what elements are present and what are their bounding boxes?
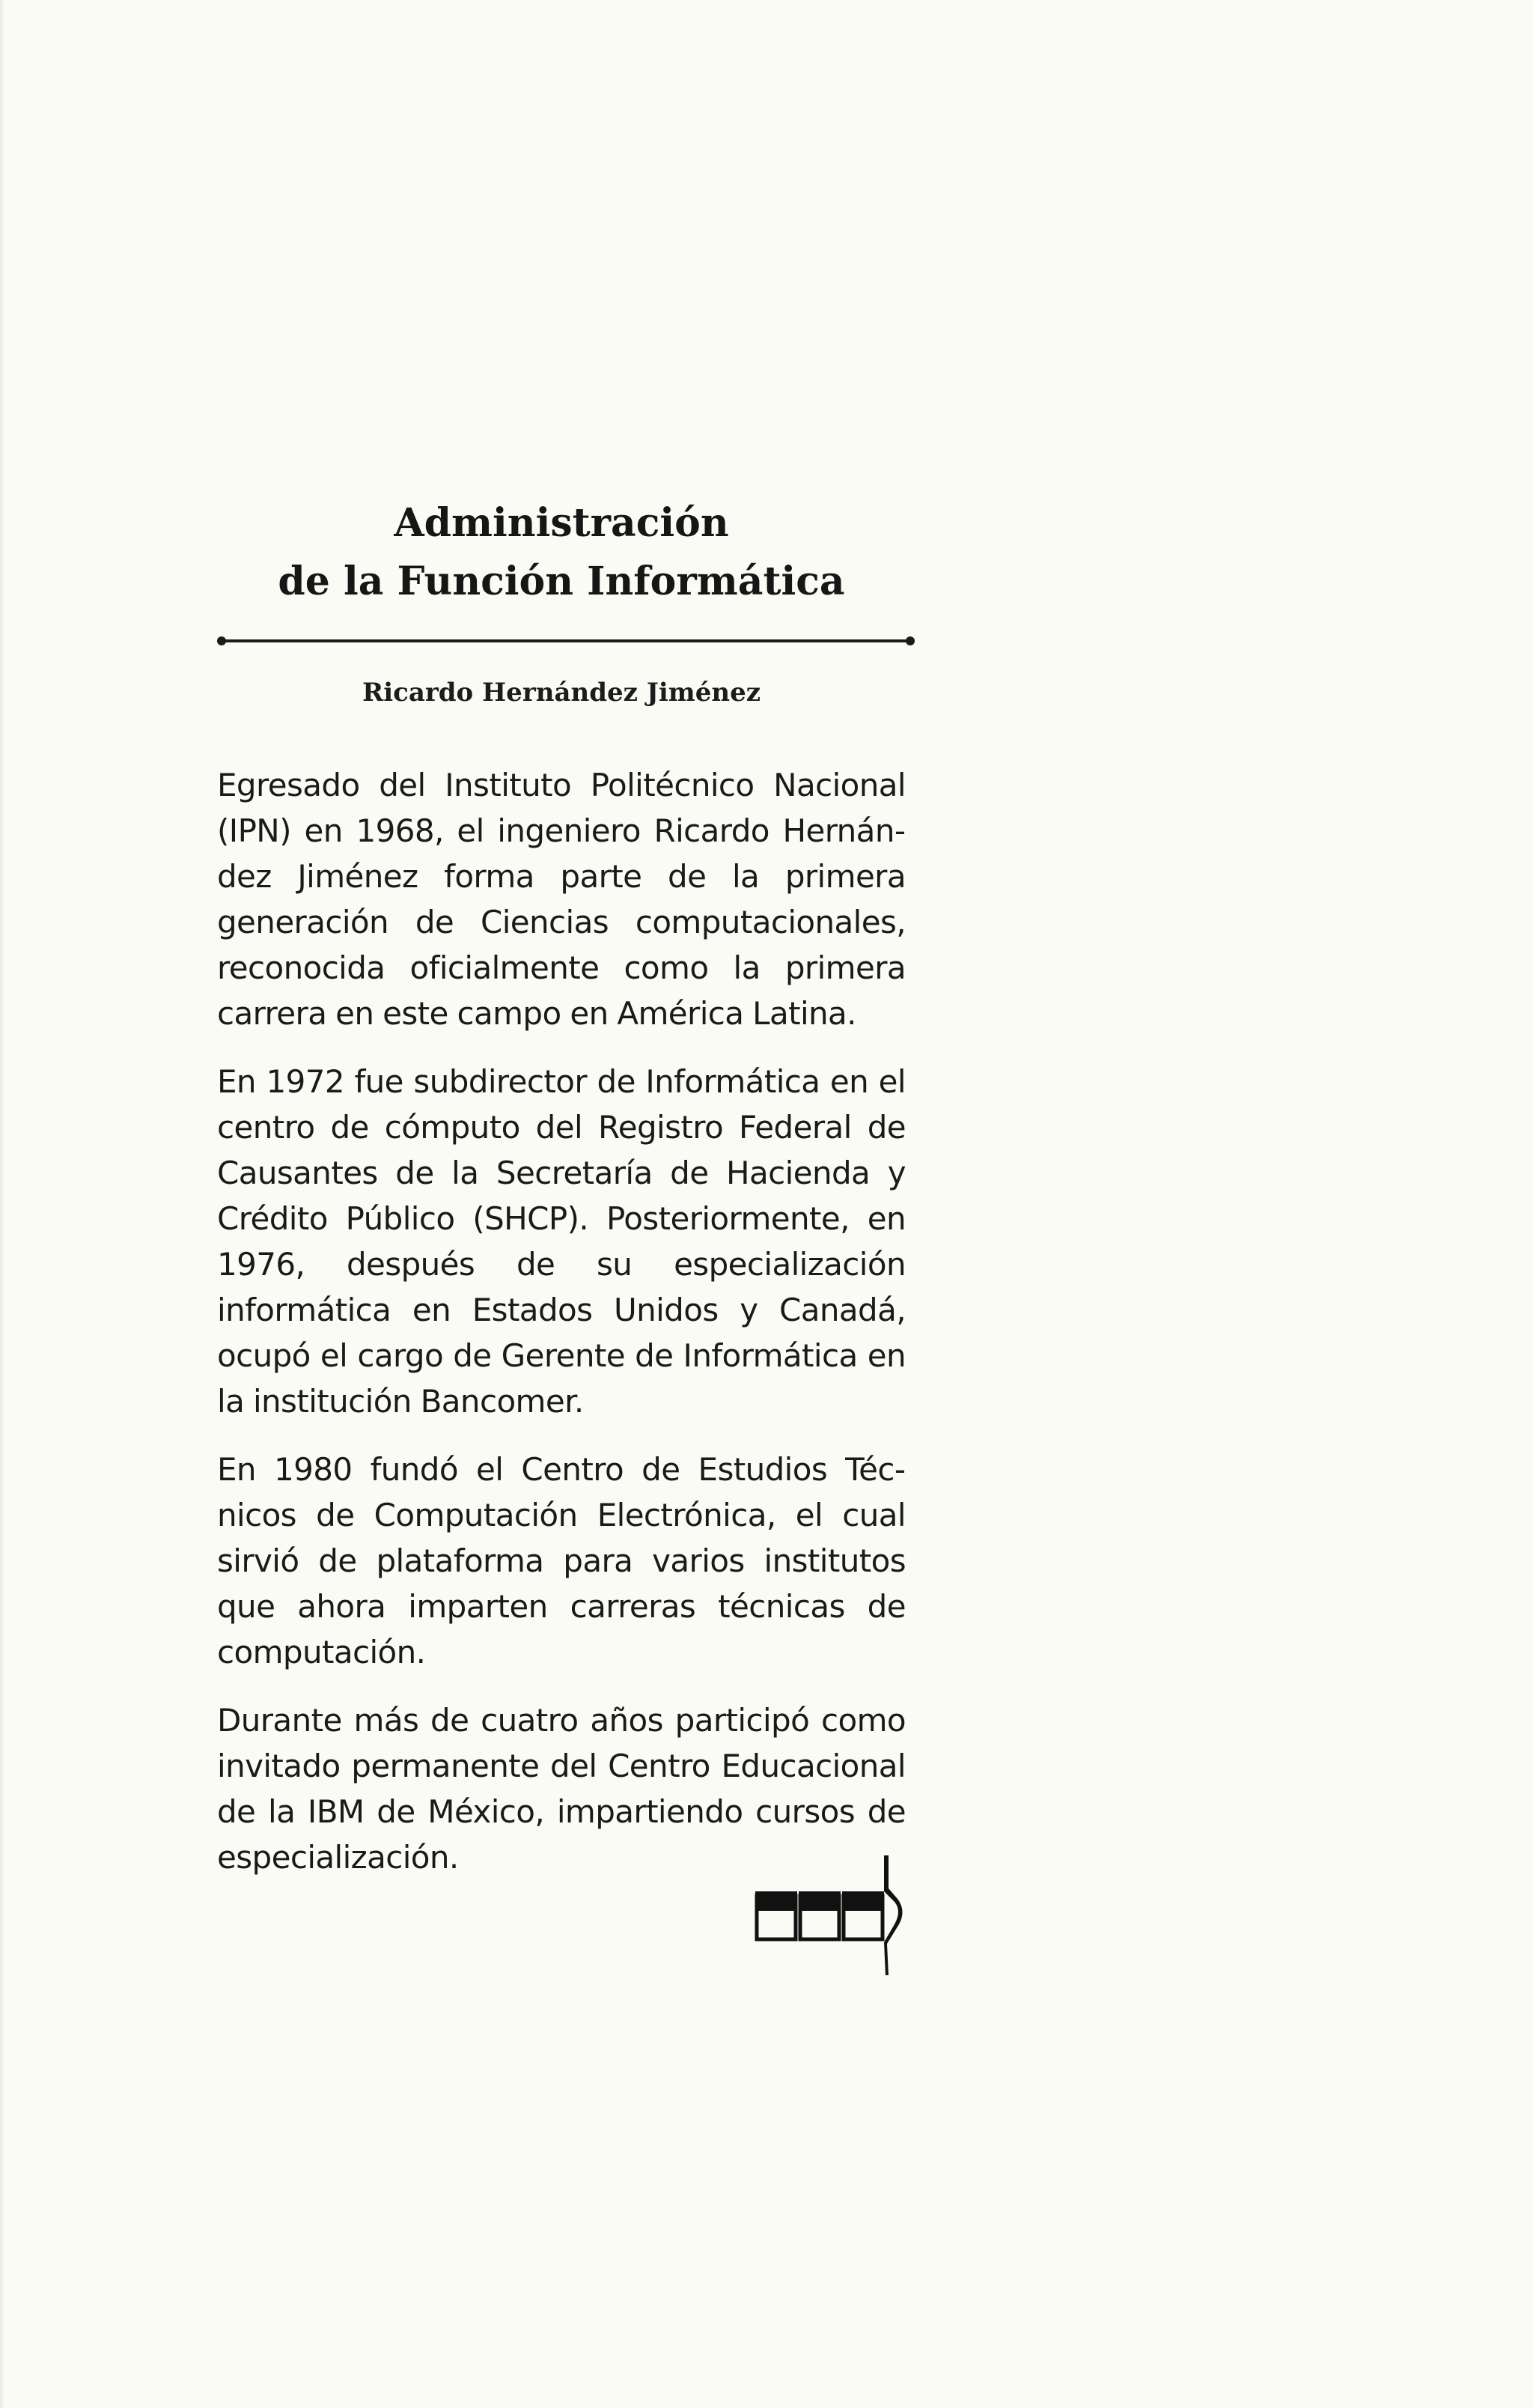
title-divider <box>222 639 910 642</box>
publisher-logo-icon <box>752 1849 924 1977</box>
title-line-1: Administración <box>394 500 729 546</box>
bio-paragraph-1: Egresado del Instituto Politécnico Nacional (IPN) en 1968, el ingeniero Ricardo Hernández Jiménez forma parte de la primera generación de Ciencias computacionales, reconocida oficialmente como la primera carrera en este campo en América Latina. <box>217 767 906 1032</box>
bio-paragraph-3: En 1980 fundó el Centro de Estudios Técnicos de Computación Electrónica, el cual sirvió de plataforma para varios institutos que ahora imparten carreras técnicas de computación. <box>217 1451 906 1670</box>
title-line-2: de la Función Informática <box>278 559 845 604</box>
author-name: Ricardo Hernández Jiménez <box>362 678 761 708</box>
bio-paragraph-4: Durante más de cuatro años participó como invitado permanente del Centro Educacional de la IBM de México, impartiendo cursos de especialización. <box>217 1702 906 1876</box>
divider-dot-left <box>217 636 226 645</box>
page-edge <box>0 0 4 2408</box>
author-biography <box>217 762 906 1903</box>
divider-dot-right <box>906 636 915 645</box>
bio-paragraph-2: En 1972 fue subdirector de Informática en el centro de cómputo del Registro Federal de Causantes de la Secretaría de Hacienda y Crédito Público (SHCP). Posteriormente, en 1976, después de su especialización informática en Estados Unidos y Canadá, ocupó el cargo de Gerente de Informática en la institución Bancomer. <box>217 1063 906 1420</box>
book-title <box>217 494 906 611</box>
